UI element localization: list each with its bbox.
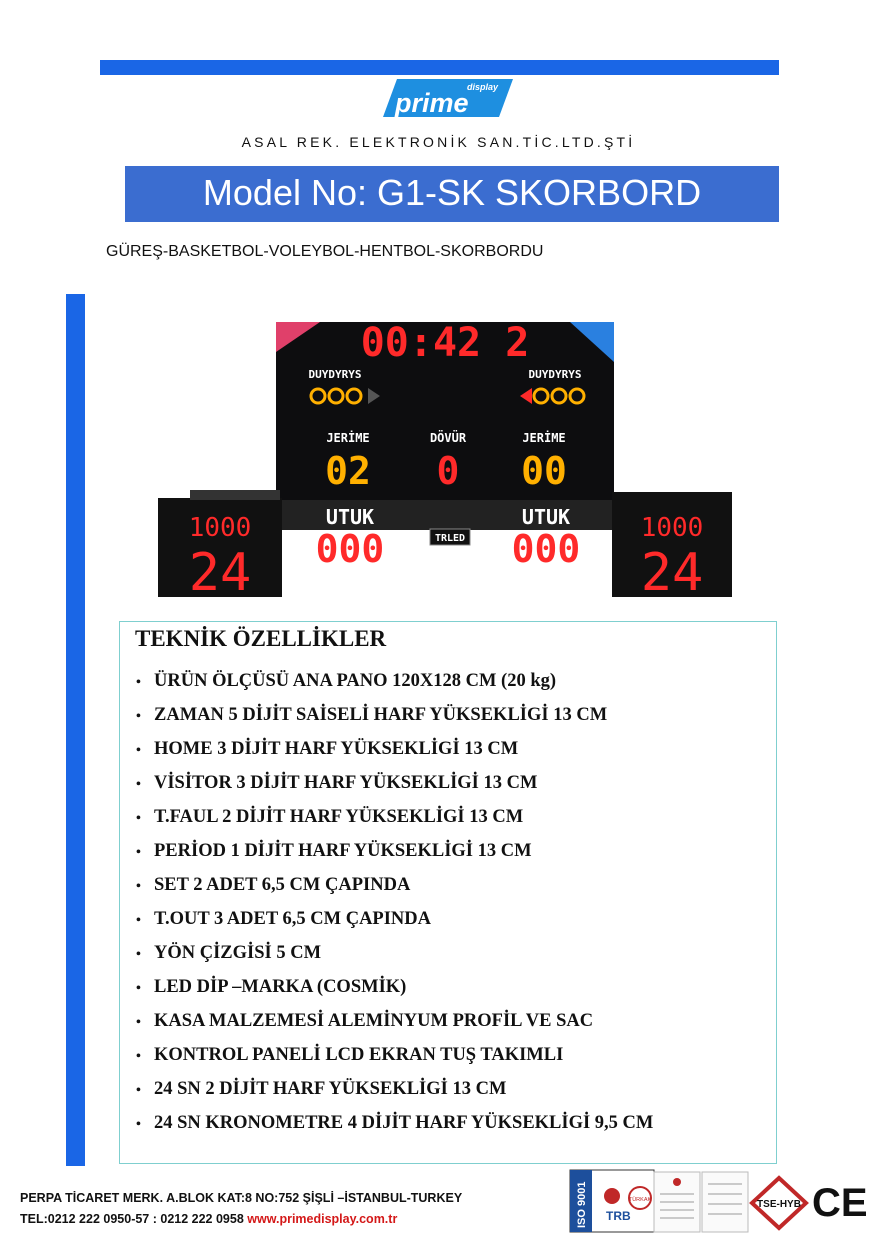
svg-text:1000: 1000 — [188, 513, 252, 543]
svg-text:TÜRKAK: TÜRKAK — [628, 1197, 652, 1203]
svg-text:JERİME: JERİME — [522, 431, 566, 445]
svg-text:TSE-HYB: TSE-HYB — [757, 1199, 801, 1210]
list-item: • 24 SN 2 DİJİT HARF YÜKSEKLİGİ 13 CM — [136, 1076, 653, 1110]
list-item: • YÖN ÇİZGİSİ 5 CM — [136, 940, 653, 974]
svg-text:000: 000 — [511, 527, 581, 571]
list-item: • ÜRÜN ÖLÇÜSÜ ANA PANO 120X128 CM (20 kg) — [136, 668, 653, 702]
bullet-icon: • — [136, 1015, 141, 1030]
list-item: • LED DİP –MARKA (COSMİK) — [136, 974, 653, 1008]
svg-text:DÖVÜR: DÖVÜR — [429, 431, 467, 445]
svg-text:DUYDYRYS: DUYDYRYS — [528, 368, 582, 381]
company-name: ASAL REK. ELEKTRONİK SAN.TİC.LTD.ŞTİ — [241, 134, 636, 150]
svg-text:00:42 2: 00:42 2 — [360, 322, 530, 366]
bullet-icon: • — [136, 675, 141, 690]
svg-text:24: 24 — [640, 543, 704, 597]
left-accent-bar — [66, 294, 85, 1166]
prime-display-logo — [383, 77, 513, 119]
sports-subtitle: GÜREŞ-BASKETBOL-VOLEYBOL-HENTBOL-SKORBORDU — [106, 243, 544, 260]
bullet-icon: • — [136, 981, 141, 996]
list-item: • T.OUT 3 ADET 6,5 CM ÇAPINDA — [136, 906, 653, 940]
svg-text:JERİME: JERİME — [326, 431, 370, 445]
svg-text:DUYDYRYS: DUYDYRYS — [308, 368, 362, 381]
bullet-icon: • — [136, 1049, 141, 1064]
svg-text:1000: 1000 — [640, 513, 704, 543]
bullet-icon: • — [136, 1117, 141, 1132]
svg-text:UTUK: UTUK — [521, 505, 571, 529]
bullet-icon: • — [136, 879, 141, 894]
list-item: • HOME 3 DİJİT HARF YÜKSEKLİGİ 13 CM — [136, 736, 653, 770]
list-item: • PERİOD 1 DİJİT HARF YÜKSEKLİGİ 13 CM — [136, 838, 653, 872]
list-item: • KONTROL PANELİ LCD EKRAN TUŞ TAKIMLI — [136, 1042, 653, 1076]
list-item: • 24 SN KRONOMETRE 4 DİJİT HARF YÜKSEKLİGİ 9,5 CM — [136, 1110, 653, 1144]
svg-text:24: 24 — [188, 543, 252, 597]
list-item: • VİSİTOR 3 DİJİT HARF YÜKSEKLİGİ 13 CM — [136, 770, 653, 804]
svg-text:ISO 9001: ISO 9001 — [576, 1181, 588, 1228]
bullet-icon: • — [136, 845, 141, 860]
svg-text:prime: prime — [395, 88, 469, 118]
top-accent-bar — [100, 60, 779, 75]
svg-text:000: 000 — [315, 527, 385, 571]
svg-text:UTUK: UTUK — [325, 505, 375, 529]
list-item: • SET 2 ADET 6,5 CM ÇAPINDA — [136, 872, 653, 906]
footer-contact — [20, 1188, 462, 1230]
technical-specs-box — [119, 621, 777, 1164]
bullet-icon: • — [136, 1083, 141, 1098]
svg-text:0: 0 — [436, 449, 460, 493]
specs-list — [136, 668, 653, 1144]
bullet-icon: • — [136, 913, 141, 928]
specs-heading: TEKNİK ÖZELLİKLER — [135, 626, 387, 651]
list-item: • ZAMAN 5 DİJİT SAİSELİ HARF YÜKSEKLİGİ 13 CM — [136, 702, 653, 736]
svg-text:CE: CE — [812, 1181, 868, 1225]
website-link[interactable]: www.primedisplay.com.tr — [247, 1212, 398, 1226]
svg-text:00: 00 — [521, 449, 567, 493]
svg-text:TRB: TRB — [606, 1209, 631, 1223]
bullet-icon: • — [136, 743, 141, 758]
bullet-icon: • — [136, 811, 141, 826]
footer-phones-line: TEL:0212 222 0950-57 : 0212 222 0958 www.primedisplay.com.tr — [20, 1212, 398, 1226]
model-title: Model No: G1-SK SKORBORD — [125, 166, 779, 222]
bullet-icon: • — [136, 709, 141, 724]
svg-text:TRLED: TRLED — [434, 533, 466, 544]
svg-text:02: 02 — [325, 449, 371, 493]
list-item: • T.FAUL 2 DİJİT HARF YÜKSEKLİGİ 13 CM — [136, 804, 653, 838]
scoreboard-photo — [150, 322, 752, 597]
certification-logos — [568, 1168, 868, 1234]
bullet-icon: • — [136, 777, 141, 792]
bullet-icon: • — [136, 947, 141, 962]
svg-text:display: display — [467, 82, 499, 92]
list-item: • KASA MALZEMESİ ALEMİNYUM PROFİL VE SAC — [136, 1008, 653, 1042]
footer-address: PERPA TİCARET MERK. A.BLOK KAT:8 NO:752 ŞİŞLİ –İSTANBUL-TURKEY — [20, 1191, 463, 1205]
